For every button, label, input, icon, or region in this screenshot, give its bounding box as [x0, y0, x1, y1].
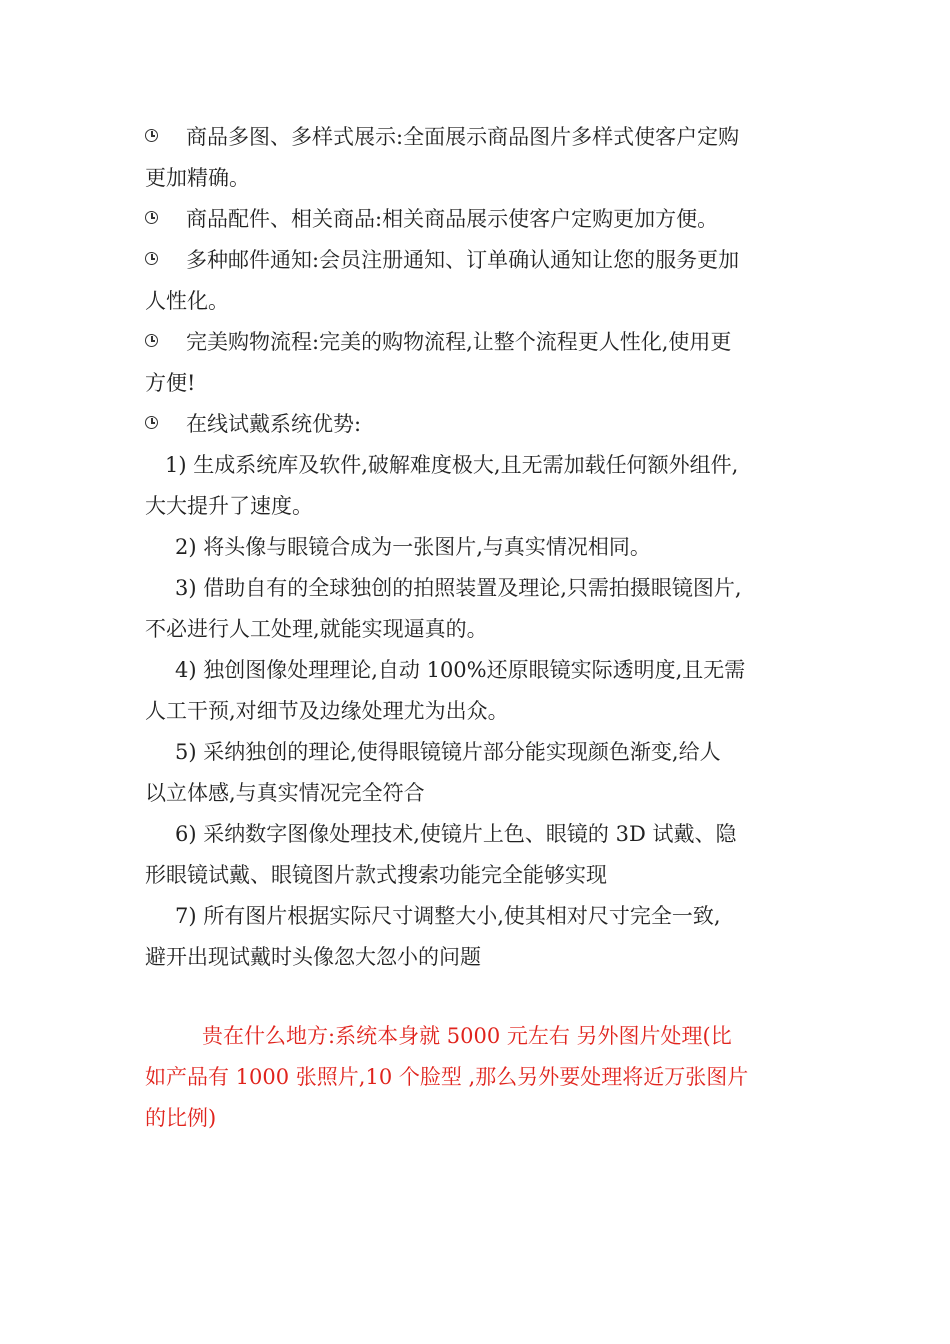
bullet-text: 商品配件、相关商品:相关商品展示使客户定购更加方便。	[186, 207, 719, 231]
clock-icon	[145, 252, 158, 265]
numbered-text-continued: 以立体感,与真实情况完全符合	[145, 781, 425, 805]
bullet-item-email-notify	[145, 240, 810, 322]
bullet-item-accessories	[145, 199, 810, 240]
numbered-text: 4) 独创图像处理理论,自动 100%还原眼镜实际透明度,且无需	[175, 658, 746, 682]
clock-icon	[145, 129, 158, 142]
numbered-item-1	[145, 445, 810, 527]
numbered-text: 2) 将头像与眼镜合成为一张图片,与真实情况相同。	[175, 535, 651, 559]
price-note-line: 如产品有 1000 张照片,10 个脸型 ,那么另外要处理将近万张图片	[145, 1065, 749, 1089]
price-note	[145, 1016, 810, 1139]
bullet-item-tryon-advantages	[145, 404, 810, 445]
numbered-text: 7) 所有图片根据实际尺寸调整大小,使其相对尺寸完全一致,	[175, 904, 721, 928]
bullet-text-continued: 人性化。	[145, 289, 229, 313]
numbered-text: 1) 生成系统库及软件,破解难度极大,且无需加载任何额外组件,	[165, 453, 739, 477]
numbered-item-4	[145, 650, 810, 732]
clock-icon	[145, 416, 158, 429]
numbered-text: 5) 采纳独创的理论,使得眼镜镜片部分能实现颜色渐变,给人	[175, 740, 721, 764]
bullet-text: 在线试戴系统优势:	[186, 412, 362, 436]
numbered-item-2	[145, 527, 810, 568]
numbered-item-6	[145, 814, 810, 896]
bullet-text: 多种邮件通知:会员注册通知、订单确认通知让您的服务更加	[186, 248, 740, 272]
bullet-text: 商品多图、多样式展示:全面展示商品图片多样式使客户定购	[186, 125, 740, 149]
numbered-text: 3) 借助自有的全球独创的拍照装置及理论,只需拍摄眼镜图片,	[175, 576, 742, 600]
bullet-text-continued: 方便!	[145, 371, 196, 395]
numbered-text: 6) 采纳数字图像处理技术,使镜片上色、眼镜的 3D 试戴、隐	[175, 822, 737, 846]
numbered-text-continued: 避开出现试戴时头像忽大忽小的问题	[145, 945, 481, 969]
bullet-text-continued: 更加精确。	[145, 166, 250, 190]
bullet-text: 完美购物流程:完美的购物流程,让整个流程更人性化,使用更	[186, 330, 732, 354]
numbered-text-continued: 人工干预,对细节及边缘处理尤为出众。	[145, 699, 509, 723]
numbered-text-continued: 形眼镜试戴、眼镜图片款式搜索功能完全能够实现	[145, 863, 607, 887]
price-note-line: 的比例)	[145, 1106, 217, 1130]
price-note-line: 贵在什么地方:系统本身就 5000 元左右 另外图片处理(比	[202, 1024, 732, 1048]
numbered-item-3	[145, 568, 810, 650]
clock-icon	[145, 334, 158, 347]
bullet-item-shopping-flow	[145, 322, 810, 404]
feature-list	[145, 117, 810, 978]
numbered-text-continued: 不必进行人工处理,就能实现逼真的。	[145, 617, 488, 641]
bullet-item-multi-image	[145, 117, 810, 199]
clock-icon	[145, 211, 158, 224]
numbered-item-5	[145, 732, 810, 814]
numbered-item-7	[145, 896, 810, 978]
numbered-text-continued: 大大提升了速度。	[145, 494, 313, 518]
